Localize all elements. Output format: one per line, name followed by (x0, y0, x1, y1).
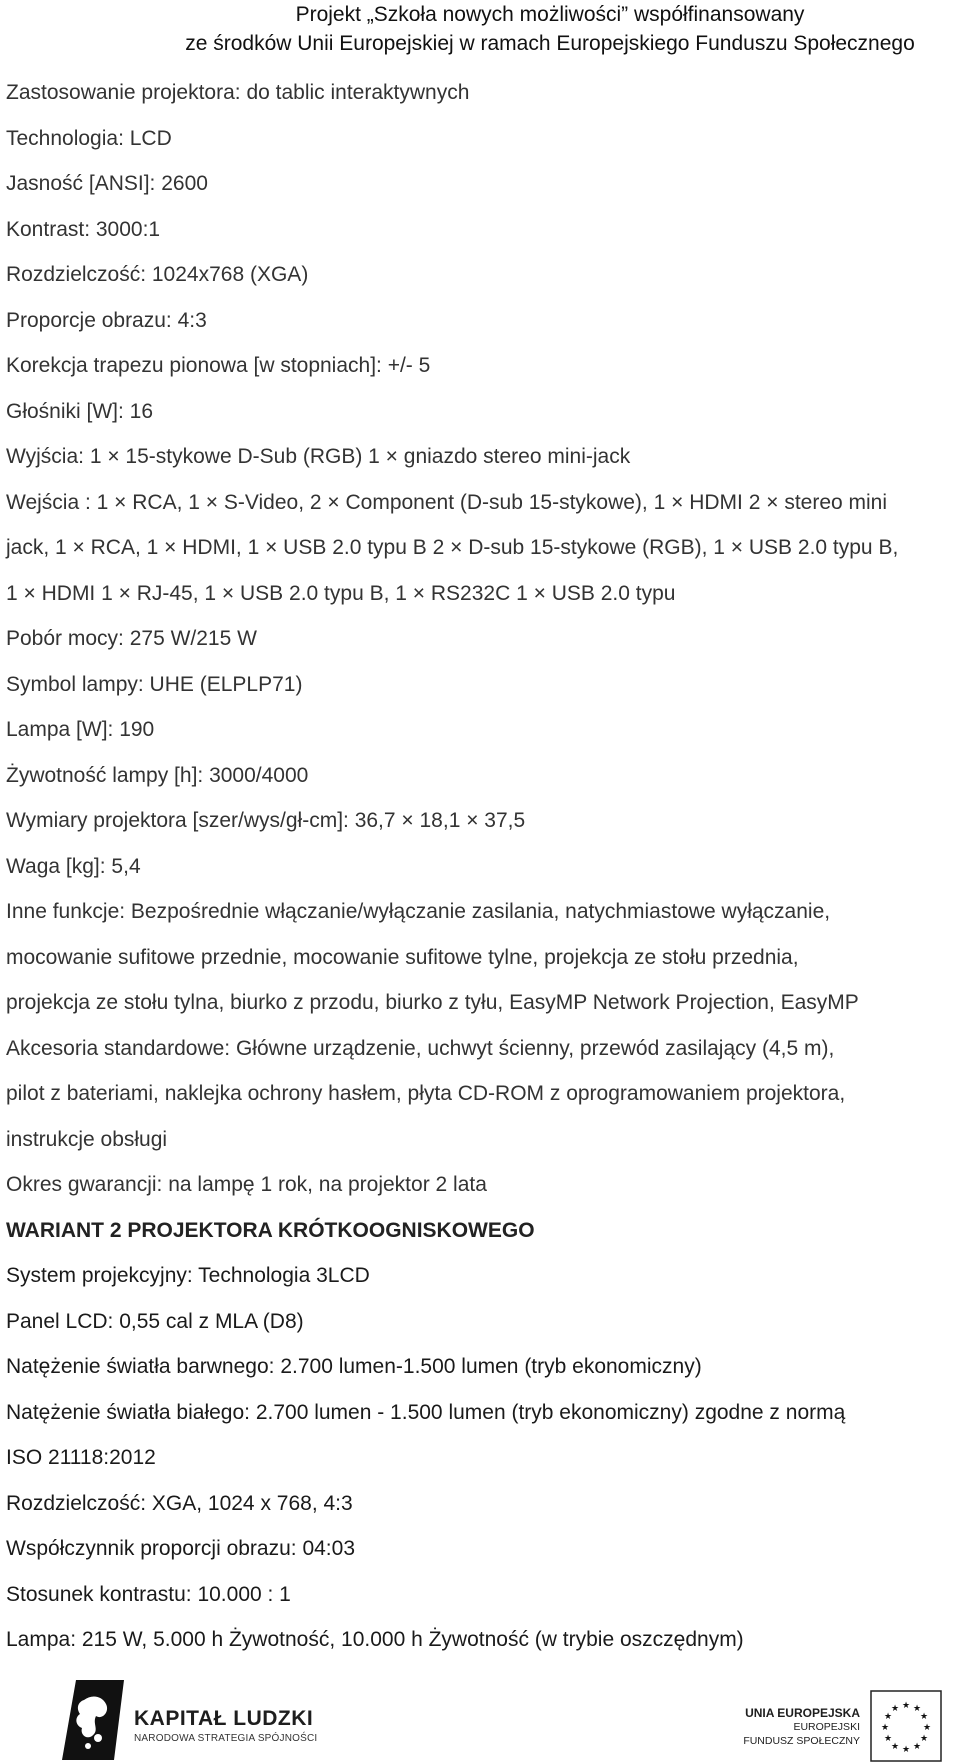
spec-line: Jasność [ANSI]: 2600 (6, 172, 208, 195)
spec-list (6, 70, 951, 1663)
spec-line: pilot z bateriami, naklejka ochrony hasłem, płyta CD-ROM z oprogramowaniem projektora, (6, 1082, 846, 1105)
svg-text:★: ★ (890, 1742, 900, 1752)
spec-line: Stosunek kontrastu: 10.000 : 1 (6, 1582, 291, 1606)
spec-line: mocowanie sufitowe przednie, mocowanie sufitowe tylne, projekcja ze stołu przednia, (6, 945, 799, 969)
spec-line: Rozdzielczość: 1024x768 (XGA) (6, 263, 309, 286)
spec-line: Technologia: LCD (6, 126, 172, 150)
svg-text:★: ★ (901, 1701, 911, 1711)
spec-line: 1 × HDMI 1 × RJ-45, 1 × USB 2.0 typu B, 1 × RS232C 1 × USB 2.0 typu (6, 581, 676, 605)
spec-line: Okres gwarancji: na lampę 1 rok, na projektor 2 lata (6, 1173, 487, 1196)
spec-line: Panel LCD: 0,55 cal z MLA (D8) (6, 1309, 304, 1333)
svg-text:★: ★ (880, 1723, 890, 1733)
spec-line: System projekcyjny: Technologia 3LCD (6, 1264, 370, 1287)
kapital-ludzki-logo (62, 1680, 322, 1764)
spec-line: ISO 21118:2012 (6, 1446, 156, 1469)
svg-text:★: ★ (890, 1704, 900, 1714)
spec-line: Kontrast: 3000:1 (6, 217, 161, 241)
svg-text:★: ★ (912, 1742, 922, 1752)
page-footer (0, 1680, 960, 1764)
spec-line: Pobór mocy: 275 W/215 W (6, 627, 257, 650)
spec-line: Lampa: 215 W, 5.000 h Żywotność, 10.000 h Żywotność (w trybie oszczędnym) (6, 1628, 744, 1651)
spec-line: Inne funkcje: Bezpośrednie włączanie/wyłączanie zasilania, natychmiastowe wyłączanie, (6, 900, 831, 923)
eu-title: UNIA EUROPEJSKA (745, 1706, 860, 1720)
svg-text:★: ★ (922, 1723, 932, 1733)
spec-line: Zastosowanie projektora: do tablic interaktywnych (6, 81, 470, 104)
spec-line: Natężenie światła barwnego: 2.700 lumen-1.500 lumen (tryb ekonomiczny) (6, 1355, 702, 1378)
svg-text:★: ★ (919, 1712, 929, 1722)
spec-line: Żywotność lampy [h]: 3000/4000 (6, 763, 309, 787)
svg-text:★: ★ (919, 1734, 929, 1744)
svg-text:★: ★ (901, 1745, 911, 1755)
spec-line: projekcja ze stołu tylna, biurko z przodu, biurko z tyłu, EasyMP Network Projection, EasyMP (6, 991, 859, 1014)
spec-line: Proporcje obrazu: 4:3 (6, 308, 207, 332)
spec-line: Wyjścia: 1 × 15-stykowe D-Sub (RGB) 1 × gniazdo stereo mini-jack (6, 445, 631, 468)
spec-line: jack, 1 × RCA, 1 × HDMI, 1 × USB 2.0 typu B 2 × D-sub 15-stykowe (RGB), 1 × USB 2.0 typu B, (6, 536, 899, 559)
spec-line: instrukcje obsługi (6, 1127, 168, 1151)
spec-line: Waga [kg]: 5,4 (6, 854, 141, 878)
spec-line: Wejścia : 1 × RCA, 1 × S-Video, 2 × Component (D-sub 15-stykowe), 1 × HDMI 2 × stereo mini (6, 490, 888, 514)
kapital-ludzki-subtitle: NARODOWA STRATEGIA SPÓJNOŚCI (134, 1733, 318, 1744)
spec-line: Współczynnik proporcji obrazu: 04:03 (6, 1537, 356, 1560)
eu-fund-line-1: EUROPEJSKI (793, 1721, 860, 1733)
spec-line: Lampa [W]: 190 (6, 718, 155, 741)
header-line-1: Projekt „Szkoła nowych możliwości” współfinansowany (295, 3, 805, 26)
eu-fund-line-2: FUNDUSZ SPOŁECZNY (743, 1735, 860, 1747)
kapital-ludzki-emblem-icon (62, 1680, 124, 1762)
spec-line: Wymiary projektora [szer/wys/gł-cm]: 36,7 × 18,1 × 37,5 (6, 809, 526, 832)
kapital-ludzki-title: KAPITAŁ LUDZKI (134, 1707, 314, 1730)
eu-stars-flag-icon (870, 1690, 942, 1762)
eu-label (730, 1706, 860, 1748)
spec-line: Korekcja trapezu pionowa [w stopniach]: +/- 5 (6, 354, 431, 377)
header-line-2: ze środków Unii Europejskiej w ramach Europejskiego Funduszu Społecznego (185, 32, 915, 55)
spec-line: Rozdzielczość: XGA, 1024 x 768, 4:3 (6, 1491, 353, 1515)
spec-line: Natężenie światła białego: 2.700 lumen - 1.500 lumen (tryb ekonomiczny) zgodne z normą (6, 1400, 846, 1424)
spec-line: Akcesoria standardowe: Główne urządzenie, uchwyt ścienny, przewód zasilający (4,5 m), (6, 1036, 835, 1060)
section-heading: WARIANT 2 PROJEKTORA KRÓTKOOGNISKOWEGO (6, 1218, 535, 1242)
svg-text:★: ★ (883, 1712, 893, 1722)
spec-line: Symbol lampy: UHE (ELPLP71) (6, 672, 303, 696)
page-header (150, 0, 950, 58)
svg-text:★: ★ (912, 1704, 922, 1714)
spec-line: Głośniki [W]: 16 (6, 399, 154, 423)
svg-text:★: ★ (883, 1734, 893, 1744)
